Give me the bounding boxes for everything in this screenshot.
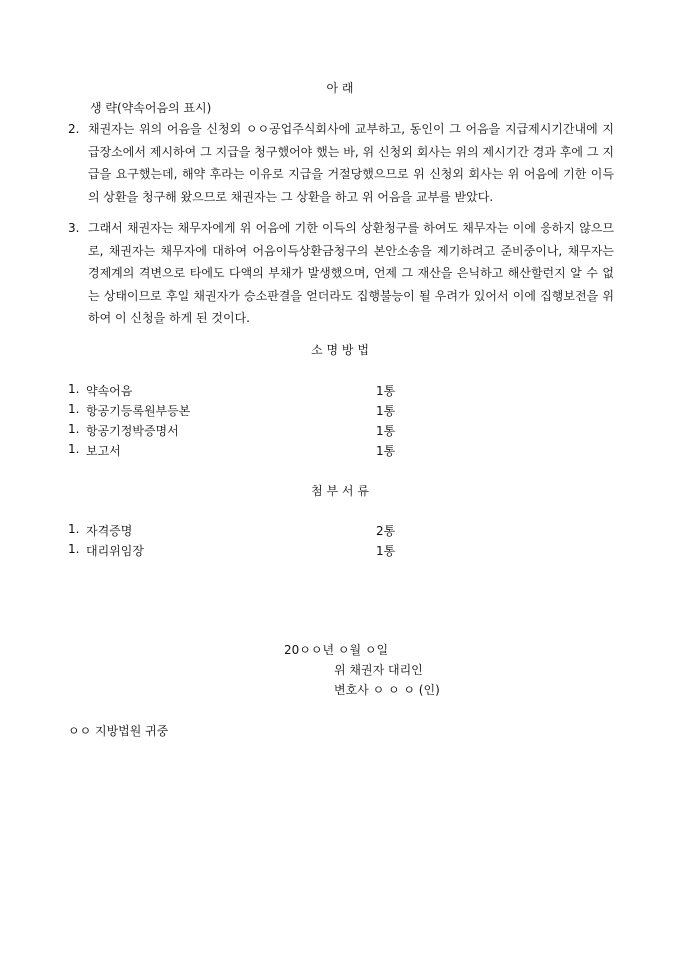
omission-note: 생 략(약속어음의 표시) (90, 101, 212, 115)
item-count: 1통 (376, 544, 396, 558)
evidence-heading: 소 명 방 법 (311, 343, 369, 357)
item-count: 1통 (376, 444, 396, 458)
attachments-heading: 첨 부 서 류 (311, 484, 369, 498)
item-number: 1. (68, 422, 80, 436)
item-count: 1통 (376, 404, 396, 418)
paragraph-2 (68, 118, 614, 208)
item-number: 1. (68, 402, 80, 416)
evidence-item (68, 442, 408, 460)
signature-role: 위 채권자 대리인 (334, 663, 423, 677)
item-count: 2통 (376, 524, 396, 538)
evidence-item (68, 382, 408, 400)
item-label: 약속어음 (86, 384, 133, 398)
paragraph-3 (68, 217, 614, 330)
item-label: 항공기등록원부등본 (86, 404, 191, 418)
section-title: 아 래 (326, 81, 354, 95)
item-label: 항공기정박증명서 (86, 424, 179, 438)
item-count: 1통 (376, 424, 396, 438)
item-number: 1. (68, 382, 80, 396)
court-addressee: ㅇㅇ 지방법원 귀중 (68, 724, 169, 738)
signature-date: 20ㅇㅇ년 ㅇ월 ㅇ일 (284, 643, 389, 657)
paragraph-text: 그래서 채권자는 채무자에게 위 어음에 기한 이득의 상환청구를 하여도 채무자는 이에 응하지 않으므로, 채권자는 채무자에 대하여 어음이득상환금청구의 본안소송을 제기하려고 준비중이나, 채무자는 경제계의 격변으로 타에도 다액의 부채가 발생했으며, 언제 그 재산을 은닉하고 해산할런지 알 수 없는 상태이므로 후일 채권자가 승소판결을 얻더라도 집행불능이 될 우려가 있어서 이에 집행보전을 위하여 이 신청을 하게 된 것이다. (88, 221, 614, 325)
paragraph-number: 2. (68, 122, 80, 136)
evidence-item (68, 422, 408, 440)
item-number: 1. (68, 542, 80, 556)
paragraph-text: 채권자는 위의 어음을 신청외 ㅇㅇ공업주식회사에 교부하고, 동인이 그 어음을 지급제시기간내에 지급장소에서 제시하여 그 지급을 청구했어야 했는 바, 위 신청외 회사는 위의 제시기간 경과 후에 그 지급을 요구했는데, 해약 후라는 이유로 지급을 거절당했으므로 위 신청외 회사는 위 어음에 기한 이득의 상환을 청구해 왔으므로 채권자는 그 상환을 하고 위 어음을 교부를 받았다. (88, 122, 614, 204)
item-label: 대리위임장 (86, 544, 144, 558)
item-number: 1. (68, 522, 80, 536)
item-number: 1. (68, 442, 80, 456)
item-count: 1통 (376, 384, 396, 398)
attachment-item (68, 522, 408, 540)
evidence-item (68, 402, 408, 420)
signature-lawyer: 변호사 ㅇ ㅇ ㅇ (인) (334, 683, 440, 697)
item-label: 자격증명 (86, 524, 133, 538)
item-label: 보고서 (86, 444, 121, 458)
attachment-item (68, 542, 408, 560)
paragraph-number: 3. (68, 221, 80, 235)
